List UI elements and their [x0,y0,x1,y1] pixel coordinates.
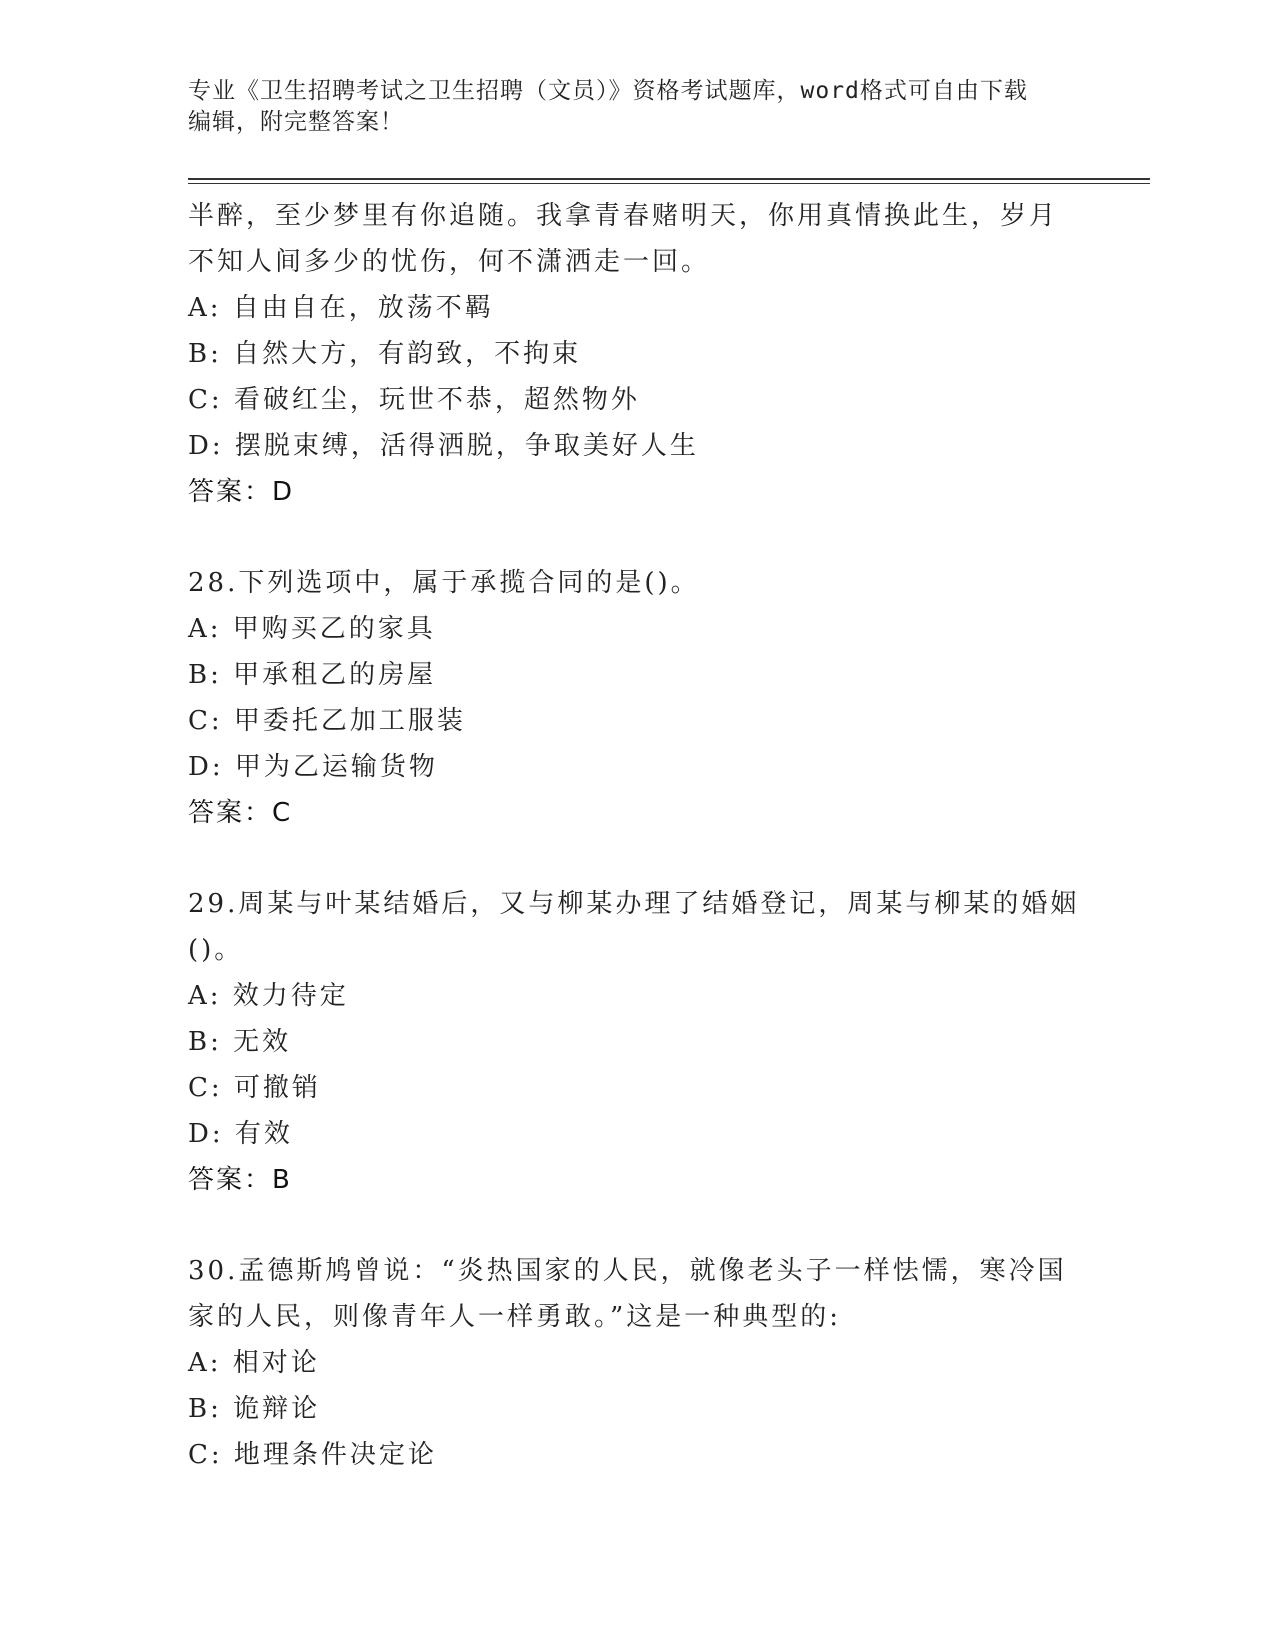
header-line-1: 专业《卫生招聘考试之卫生招聘（文员）》资格考试题库，word格式可自由下载 [188,78,1028,104]
question-29-stem: ()。 [188,935,244,965]
question-30-option-a: A: 相对论 [188,1348,320,1378]
question-28-option-b: B: 甲承租乙的房屋 [188,660,437,690]
question-29-option-a: A: 效力待定 [188,981,349,1011]
question-28-answer: 答案：C [188,798,293,828]
question-28-option-d: D: 甲为乙运输货物 [188,752,438,782]
question-28-stem: 28.下列选项中，属于承揽合同的是()。 [188,568,700,598]
question-27-stem-continued: 不知人间多少的忧伤，何不潇洒走一回。 [188,247,711,277]
question-28-block [188,560,1088,836]
question-list [188,193,1088,1478]
header-line-2: 编辑，附完整答案！ [188,109,404,135]
question-30-block [188,1248,1088,1478]
question-27-option-d: D: 摆脱束缚，活得洒脱，争取美好人生 [188,431,699,461]
question-28-option-c: C: 甲委托乙加工服装 [188,706,466,736]
document-header [188,76,1068,138]
question-27-stem-continued: 半醉，至少梦里有你追随。我拿青春赌明天，你用真情换此生，岁月 [188,201,1059,231]
question-27-block [188,193,1088,515]
header-divider-thin [188,183,1150,184]
header-divider-thick [188,178,1150,180]
question-27-option-c: C: 看破红尘，玩世不恭，超然物外 [188,385,640,415]
question-27-option-a: A: 自由自在，放荡不羁 [188,293,494,323]
question-28-option-a: A: 甲购买乙的家具 [188,614,436,644]
question-30-stem: 家的人民，则像青年人一样勇敢。”这是一种典型的: [188,1302,842,1332]
question-27-option-b: B: 自然大方，有韵致，不拘束 [188,339,582,369]
question-29-option-b: B: 无效 [188,1027,292,1057]
question-27-answer: 答案：D [188,477,295,507]
question-30-stem: 30.孟德斯鸠曾说：“炎热国家的人民，就像老头子一样怯懦，寒冷国 [188,1256,1067,1286]
question-29-block [188,881,1088,1203]
question-29-option-c: C: 可撤销 [188,1073,321,1103]
question-30-option-b: B: 诡辩论 [188,1394,321,1424]
question-29-option-d: D: 有效 [188,1119,293,1149]
question-30-option-c: C: 地理条件决定论 [188,1440,437,1470]
question-29-stem: 29.周某与叶某结婚后，又与柳某办理了结婚登记，周某与柳某的婚姻 [188,889,1080,919]
question-29-answer: 答案：B [188,1165,292,1195]
